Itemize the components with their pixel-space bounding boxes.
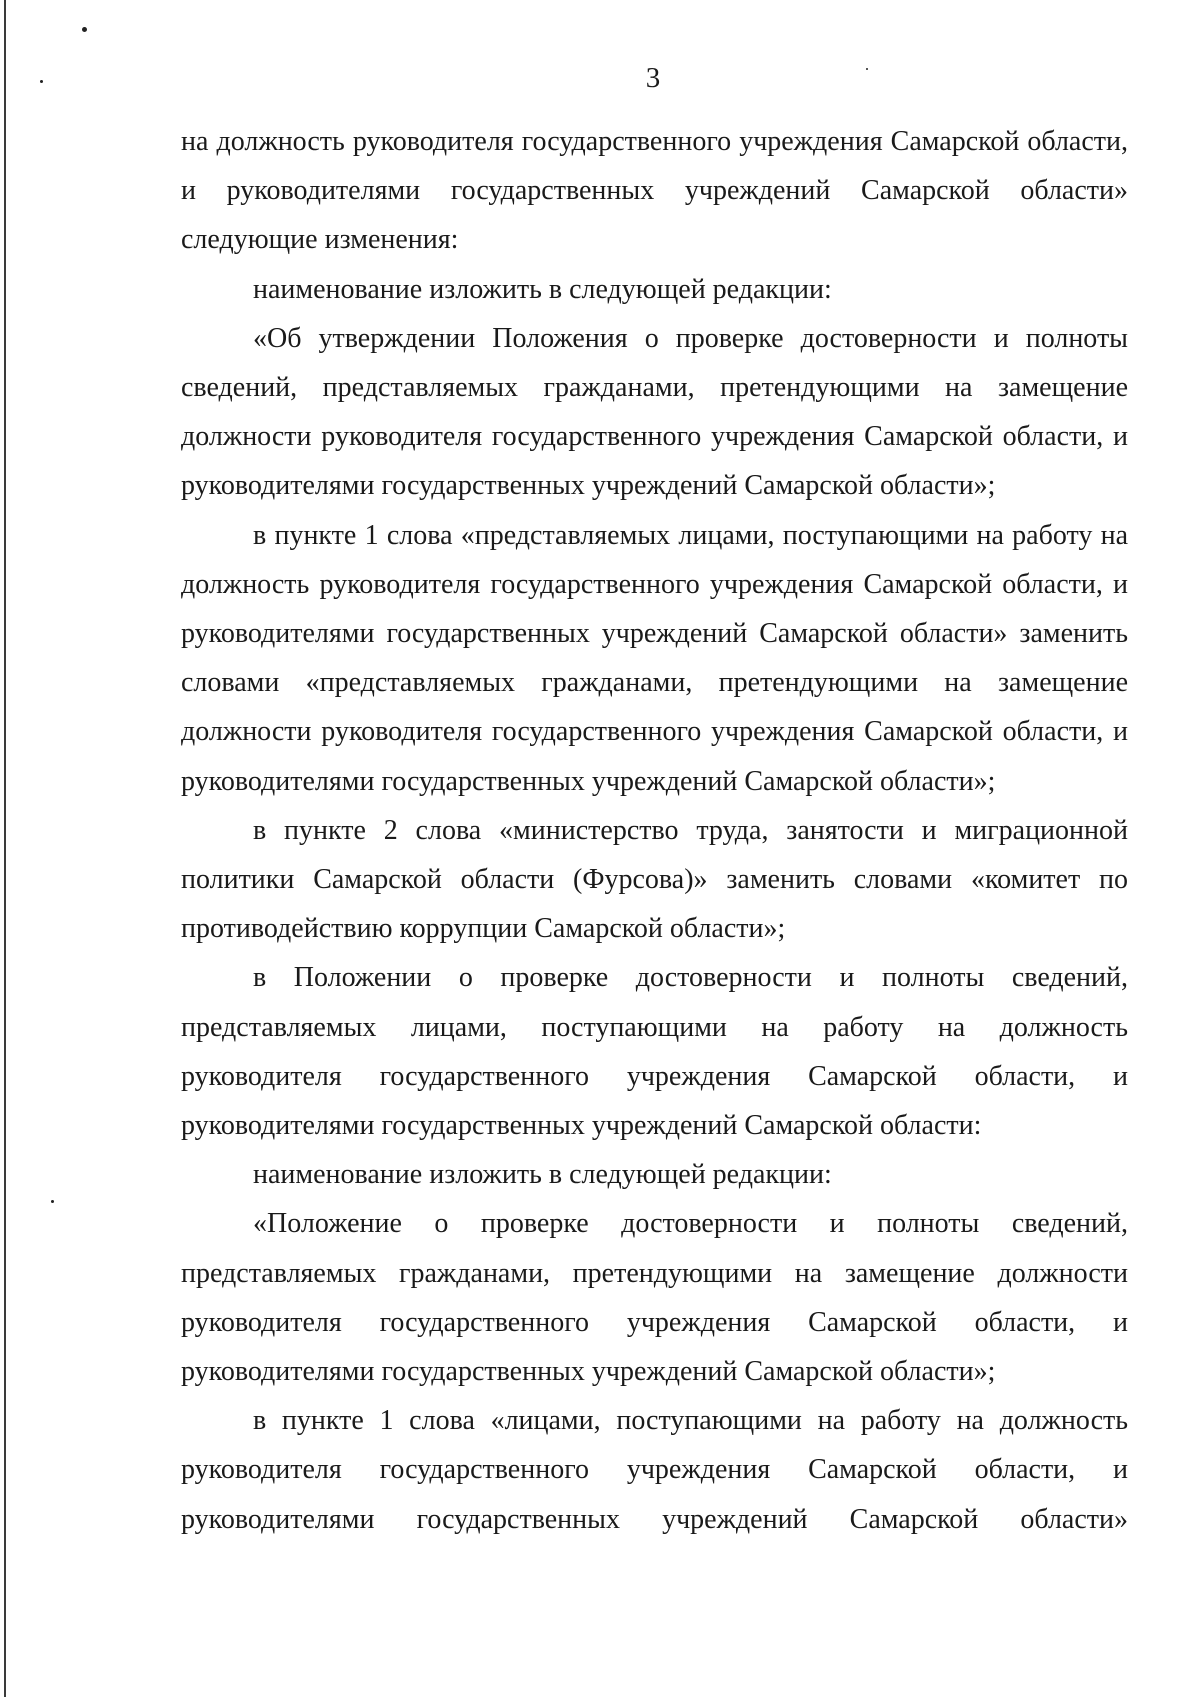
- paragraph: в пункте 2 слова «министерство труда, занятости и миграционной политики Самарской области (Фурсова)» заменить словами «комитет по противодействию коррупции Самарской области»;: [181, 814, 1128, 945]
- paragraph: «Положение о проверке достоверности и полноты сведений, представляемых гражданами, претендующими на замещение должности руководителя государственного учреждения Самарской области, и руководителями государственных учреждений Самарской области»;: [181, 1208, 1128, 1388]
- page-number: 3: [645, 62, 661, 94]
- scan-left-edge-line: [4, 0, 6, 1697]
- paragraph: в пункте 1 слова «лицами, поступающими на работу на должность руководителя государственного учреждения Самарской области, и руководителями государственных учреждений Самарской области»: [181, 1405, 1128, 1535]
- paragraph: наименование изложить в следующей редакции:: [253, 273, 832, 305]
- scan-speck: [82, 27, 87, 32]
- paragraph: наименование изложить в следующей редакции:: [253, 1159, 832, 1191]
- paragraph: на должность руководителя государственного учреждения Самарской области, и руководителями государственных учреждений Самарской области» следующие изменения:: [181, 126, 1128, 256]
- document-body: [181, 117, 1128, 1544]
- paragraph: в Положении о проверке достоверности и полноты сведений, представляемых лицами, поступающими на работу на должность руководителя государственного учреждения Самарской области, и руководителями государственных учреждений Самарской области:: [181, 962, 1128, 1142]
- scan-speck: [51, 1200, 54, 1203]
- paragraph: в пункте 1 слова «представляемых лицами, поступающими на работу на должность руководителя государственного учреждения Самарской области, и руководителями государственных учреждений Самарской области» заменить словами «представляемых гражданами, претендующими на замещение должности руководителя государственного учреждения Самарской области, и руководителями государственных учреждений Самарской области»;: [181, 519, 1128, 797]
- paragraph: «Об утверждении Положения о проверке достоверности и полноты сведений, представляемых гражданами, претендующими на замещение должности руководителя государственного учреждения Самарской области, и руководителями государственных учреждений Самарской области»;: [181, 322, 1128, 502]
